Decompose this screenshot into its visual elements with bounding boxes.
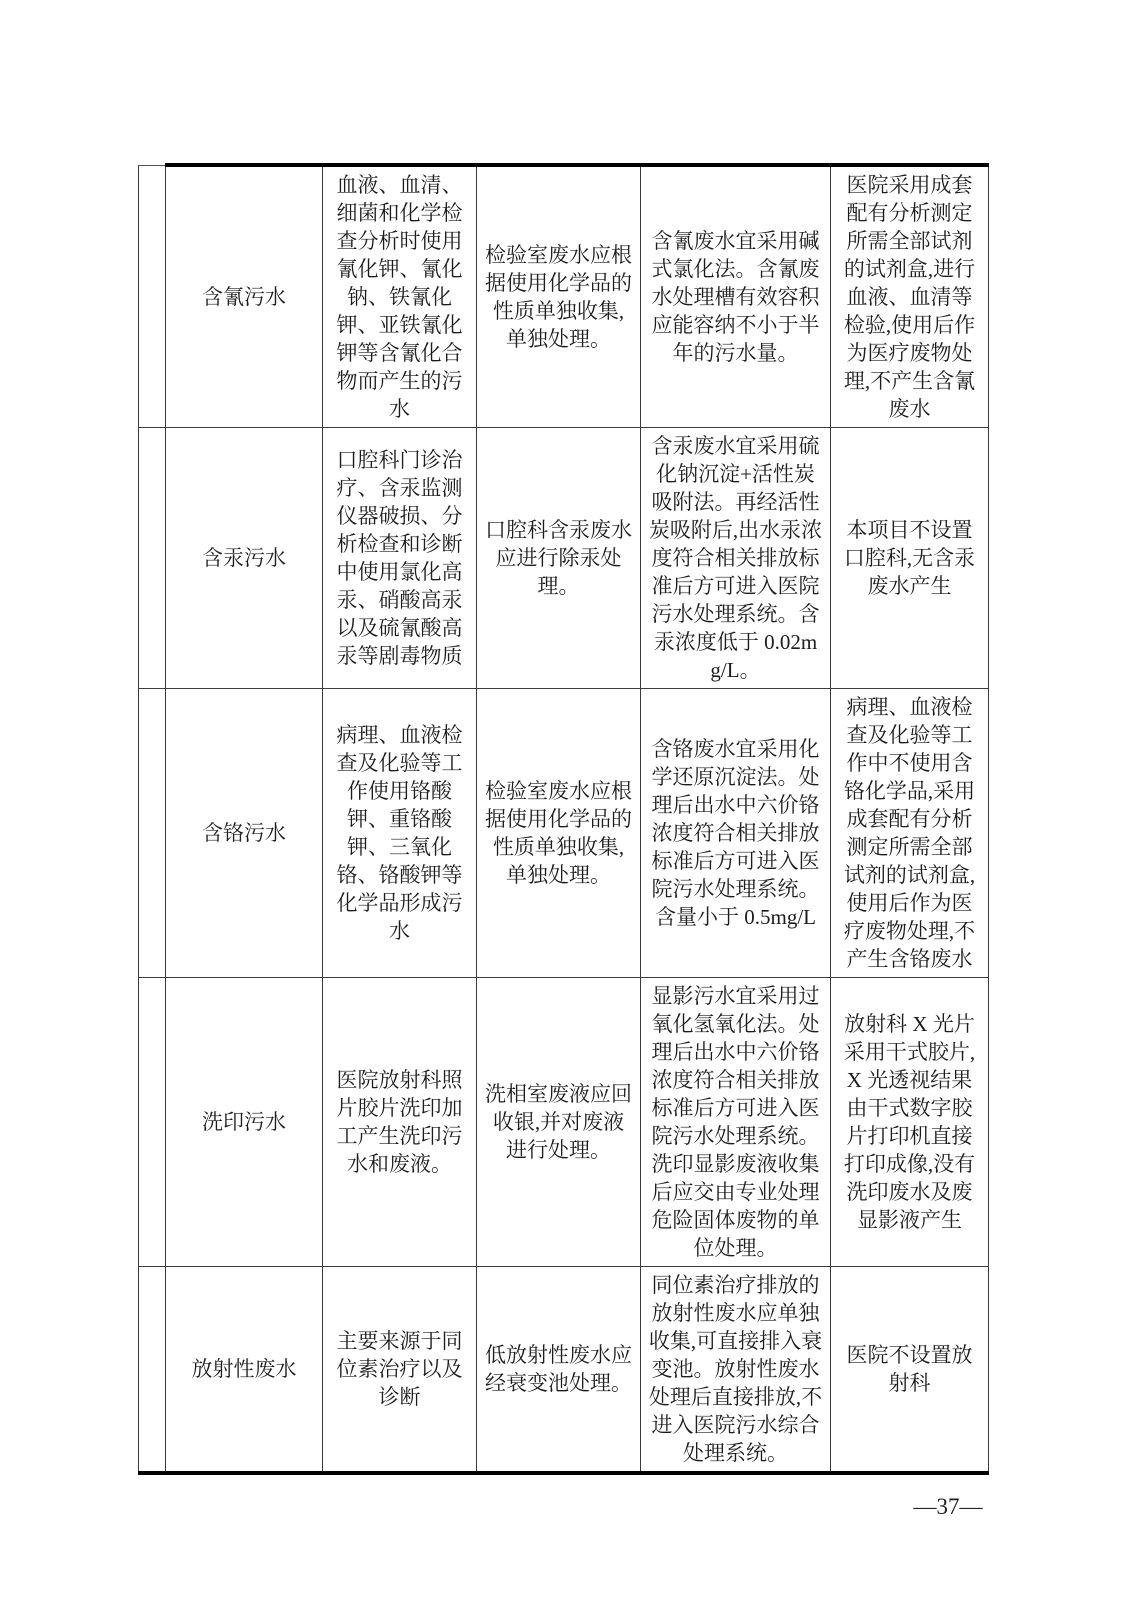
note-cell: 医院采用成套配有分析测定所需全部试剂的试剂盒,进行血液、血清等检验,使用后作为医疗废物处理,不产生含氰废水 [831, 165, 989, 428]
continuation-spacer-cell [139, 165, 166, 428]
collection-cell: 低放射性废水应经衰变池处理。 [477, 1267, 641, 1474]
collection-cell: 洗相室废液应回收银,并对废液进行处理。 [477, 978, 641, 1267]
collection-cell: 检验室废水应根据使用化学品的性质单独收集,单独处理。 [477, 689, 641, 978]
continuation-spacer-cell [139, 428, 166, 689]
treatment-cell: 含铬废水宜采用化学还原沉淀法。处理后出水中六价铬浓度符合相关排放标准后方可进入医院污水处理系统。含量小于 0.5mg/L [641, 689, 831, 978]
page-number: —37— [913, 1494, 983, 1519]
table-row [139, 689, 989, 978]
source-cell: 血液、血清、细菌和化学检查分析时使用氰化钾、氰化钠、铁氰化钾、亚铁氰化钾等含氰化合物而产生的污水 [323, 165, 477, 428]
continuation-spacer-cell [139, 978, 166, 1267]
category-cell: 放射性废水 [166, 1267, 323, 1474]
continuation-spacer-cell [139, 1267, 166, 1474]
source-cell: 主要来源于同位素治疗以及诊断 [323, 1267, 477, 1474]
category-cell: 含汞污水 [166, 428, 323, 689]
source-cell: 医院放射科照片胶片洗印加工产生洗印污水和废液。 [323, 978, 477, 1267]
note-cell: 病理、血液检查及化验等工作中不使用含铬化学品,采用成套配有分析测定所需全部试剂的试剂盒,使用后作为医疗废物处理,不产生含铬废水 [831, 689, 989, 978]
category-cell: 洗印污水 [166, 978, 323, 1267]
treatment-cell: 含氰废水宜采用碱式氯化法。含氰废水处理槽有效容积应能容纳不小于半年的污水量。 [641, 165, 831, 428]
treatment-cell: 显影污水宜采用过氧化氢氧化法。处理后出水中六价铬浓度符合相关排放标准后方可进入医院污水处理系统。洗印显影废液收集后应交由专业处理危险固体废物的单位处理。 [641, 978, 831, 1267]
table-row [139, 428, 989, 689]
category-cell: 含氰污水 [166, 165, 323, 428]
table-row [139, 1267, 989, 1474]
collection-cell: 检验室废水应根据使用化学品的性质单独收集,单独处理。 [477, 165, 641, 428]
table-row [139, 978, 989, 1267]
source-cell: 病理、血液检查及化验等工作使用铬酸钾、重铬酸钾、三氧化铬、铬酸钾等化学品形成污水 [323, 689, 477, 978]
treatment-cell: 同位素治疗排放的放射性废水应单独收集,可直接排入衰变池。放射性废水处理后直接排放,不进入医院污水综合处理系统。 [641, 1267, 831, 1474]
wastewater-table [138, 163, 989, 1475]
source-cell: 口腔科门诊治疗、含汞监测仪器破损、分析检查和诊断中使用氯化高汞、硝酸高汞以及硫氰酸高汞等剧毒物质 [323, 428, 477, 689]
continuation-spacer-cell [139, 689, 166, 978]
note-cell: 医院不设置放射科 [831, 1267, 989, 1474]
category-cell: 含铬污水 [166, 689, 323, 978]
collection-cell: 口腔科含汞废水应进行除汞处理。 [477, 428, 641, 689]
table-row [139, 165, 989, 428]
treatment-cell: 含汞废水宜采用硫化钠沉淀+活性炭吸附法。再经活性炭吸附后,出水汞浓度符合相关排放标准后方可进入医院污水处理系统。含汞浓度低于 0.02mg/L。 [641, 428, 831, 689]
note-cell: 放射科 X 光片采用干式胶片,X 光透视结果由干式数字胶片打印机直接打印成像,没有洗印废水及废显影液产生 [831, 978, 989, 1267]
note-cell: 本项目不设置口腔科,无含汞废水产生 [831, 428, 989, 689]
